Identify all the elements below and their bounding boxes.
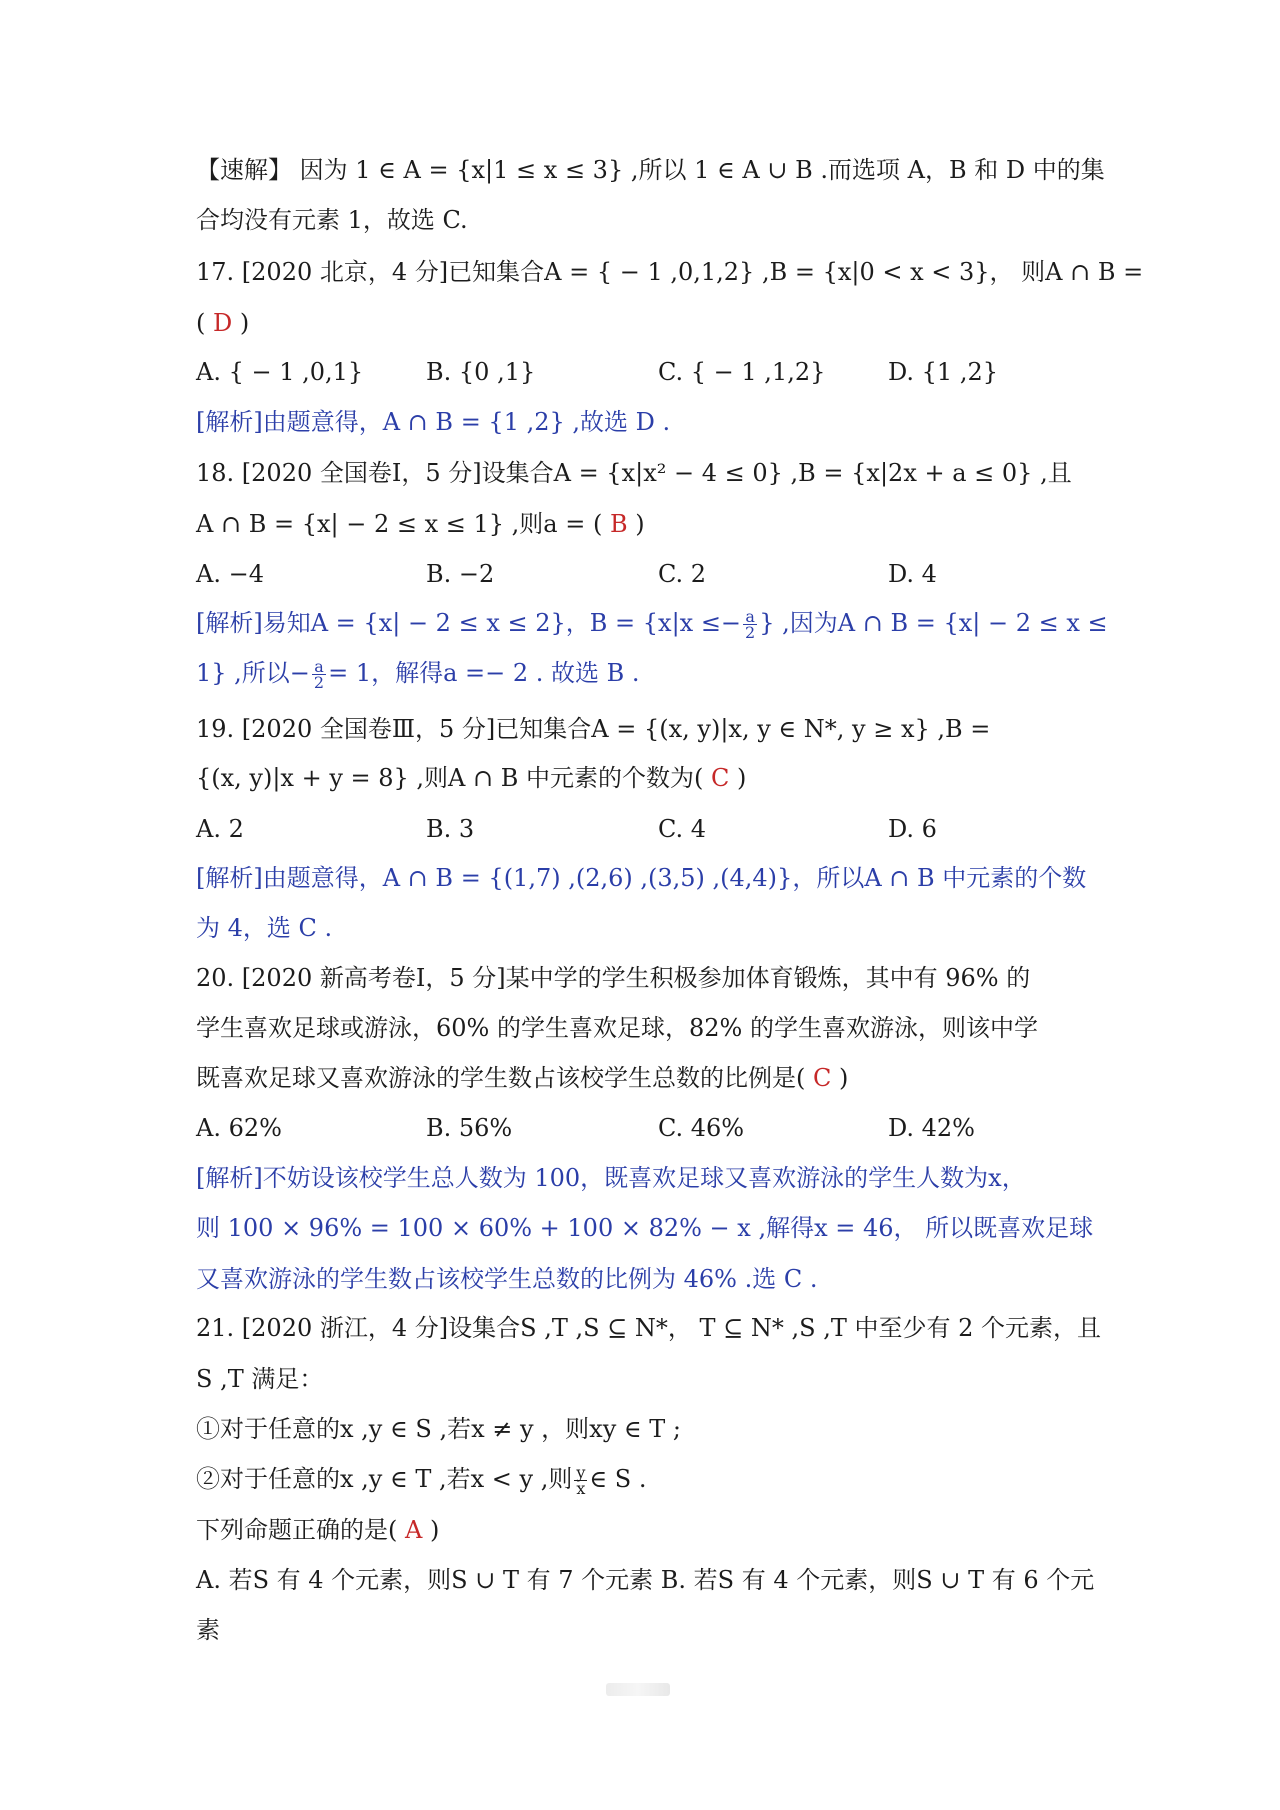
- watermark-smudge: [606, 1683, 670, 1696]
- question-20-analysis-2: 则 100 × 96% = 100 × 60% + 100 × 82% − x ,解得x = 46， 所以既喜欢足球: [196, 1214, 1094, 1242]
- option-b: B. −2: [426, 560, 495, 588]
- question-21-prompt: [196, 1513, 439, 1547]
- question-20-stem-3: [196, 1061, 848, 1095]
- option-d: D. {1 ,2}: [888, 358, 998, 386]
- fraction-y-over-x: [574, 1465, 587, 1496]
- question-21-stem-2: S ,T 满足：: [196, 1365, 324, 1393]
- question-21-answer: A: [405, 1516, 423, 1544]
- question-21-condition-1: ①对于任意的x ,y ∈ S ,若x ≠ y ，则xy ∈ T ;: [196, 1415, 682, 1443]
- question-19-stem-1: 19. [2020 全国卷Ⅲ，5 分]已知集合A = {(x, y)|x, y ∈ N*, y ≥ x} ,B =: [196, 715, 991, 743]
- quick-solution-line-1: 【速解】 因为 1 ∈ A = {x|1 ≤ x ≤ 3} ,所以 1 ∈ A ∪ B .而选项 A，B 和 D 中的集: [196, 156, 1105, 184]
- paren-close: ): [239, 309, 250, 337]
- question-19-stem-2: [196, 761, 746, 795]
- option-b: B. {0 ,1}: [426, 358, 536, 386]
- question-19-analysis-1: [解析]由题意得，A ∩ B = {(1,7) ,(2,6) ,(3,5) ,(4,4)}，所以A ∩ B 中元素的个数: [196, 864, 1087, 892]
- fraction-denominator: x: [576, 1479, 586, 1498]
- paren-close: ): [737, 764, 747, 792]
- question-18-analysis-1: [196, 606, 1108, 640]
- option-c: C. 4: [658, 815, 707, 843]
- question-20-stem-3-text: 既喜欢足球又喜欢游泳的学生数占该校学生总数的比例是(: [196, 1064, 806, 1092]
- question-20-answer: C: [813, 1064, 832, 1092]
- option-b: B. 56%: [426, 1114, 513, 1142]
- option-c: C. 46%: [658, 1114, 745, 1142]
- question-18-answer: B: [609, 510, 628, 538]
- question-21-prompt-text: 下列命题正确的是(: [196, 1516, 398, 1544]
- question-17-answer-line: [196, 306, 249, 340]
- question-17-analysis: [解析]由题意得，A ∩ B = {1 ,2} ,故选 D .: [196, 408, 671, 436]
- question-17-options: [196, 355, 1096, 389]
- analysis-text: } ,因为A ∩ B = {x| − 2 ≤ x ≤: [759, 609, 1108, 637]
- question-21-options-2: 素: [196, 1616, 220, 1644]
- option-a: A. 62%: [196, 1114, 282, 1142]
- question-21-stem-1: 21. [2020 浙江，4 分]设集合S ,T ,S ⊆ N*， T ⊆ N* ,S ,T 中至少有 2 个元素，且: [196, 1314, 1102, 1342]
- fraction-denominator: 2: [313, 673, 325, 692]
- fraction-numerator: a: [312, 659, 326, 675]
- fraction-numerator: y: [576, 1463, 586, 1482]
- question-18-stem-2: [196, 507, 645, 541]
- option-d: D. 4: [888, 560, 937, 588]
- question-19-answer: C: [711, 764, 730, 792]
- option-c: C. { − 1 ,1,2}: [658, 358, 826, 386]
- analysis-text: [解析]易知A = {x| − 2 ≤ x ≤ 2}，B = {x|x ≤−: [196, 609, 742, 637]
- fraction-numerator: a: [743, 609, 757, 625]
- question-18-analysis-2: [196, 656, 640, 690]
- analysis-text: = 1，解得a =− 2 . 故选 B .: [328, 659, 640, 687]
- question-20-analysis-3: 又喜欢游泳的学生数占该校学生总数的比例为 46% .选 C .: [196, 1265, 818, 1293]
- question-18-options: [196, 557, 1096, 591]
- fraction-denominator: 2: [745, 623, 756, 642]
- question-21-options-1: A. 若S 有 4 个元素，则S ∪ T 有 7 个元素 B. 若S 有 4 个元素，则S ∪ T 有 6 个元: [196, 1566, 1095, 1594]
- question-20-analysis-1: [解析]不妨设该校学生总人数为 100，既喜欢足球又喜欢游泳的学生人数为x，: [196, 1164, 1026, 1192]
- fraction-a-over-2: [743, 609, 757, 640]
- question-19-options: [196, 812, 1096, 846]
- question-19-analysis-2: 为 4，选 C .: [196, 914, 333, 942]
- paren-close: ): [430, 1516, 440, 1544]
- option-a: A. { − 1 ,0,1}: [196, 358, 364, 386]
- option-d: D. 42%: [888, 1114, 975, 1142]
- question-18-stem-2-text: A ∩ B = {x| − 2 ≤ x ≤ 1} ,则a = (: [196, 510, 603, 538]
- condition-text: ②对于任意的x ,y ∈ T ,若x < y ,则: [196, 1465, 573, 1493]
- question-19-stem-2-text: {(x, y)|x + y = 8} ,则A ∩ B 中元素的个数为(: [196, 764, 704, 792]
- question-20-stem-2: 学生喜欢足球或游泳，60% 的学生喜欢足球，82% 的学生喜欢游泳，则该中学: [196, 1014, 1038, 1042]
- question-17-stem: 17. [2020 北京，4 分]已知集合A = { − 1 ,0,1,2} ,B = {x|0 < x < 3}， 则A ∩ B =: [196, 258, 1144, 286]
- option-a: A. −4: [196, 560, 264, 588]
- quick-solution-line-2: 合均没有元素 1，故选 C.: [196, 206, 468, 234]
- paren-close: ): [635, 510, 645, 538]
- question-20-stem-1: 20. [2020 新高考卷Ⅰ，5 分]某中学的学生积极参加体育锻炼，其中有 96% 的: [196, 964, 1031, 992]
- question-17-answer: D: [213, 309, 233, 337]
- option-b: B. 3: [426, 815, 475, 843]
- analysis-text: 1} ,所以−: [196, 659, 310, 687]
- option-a: A. 2: [196, 815, 244, 843]
- option-d: D. 6: [888, 815, 937, 843]
- question-21-condition-2: [196, 1462, 647, 1496]
- question-20-options: [196, 1111, 1096, 1145]
- paren-open: (: [196, 309, 206, 337]
- condition-text: ∈ S .: [589, 1465, 647, 1493]
- fraction-a-over-2: [312, 659, 326, 690]
- option-c: C. 2: [658, 560, 707, 588]
- paren-close: ): [839, 1064, 849, 1092]
- question-18-stem-1: 18. [2020 全国卷Ⅰ，5 分]设集合A = {x|x² − 4 ≤ 0} ,B = {x|2x + a ≤ 0} ,且: [196, 459, 1072, 487]
